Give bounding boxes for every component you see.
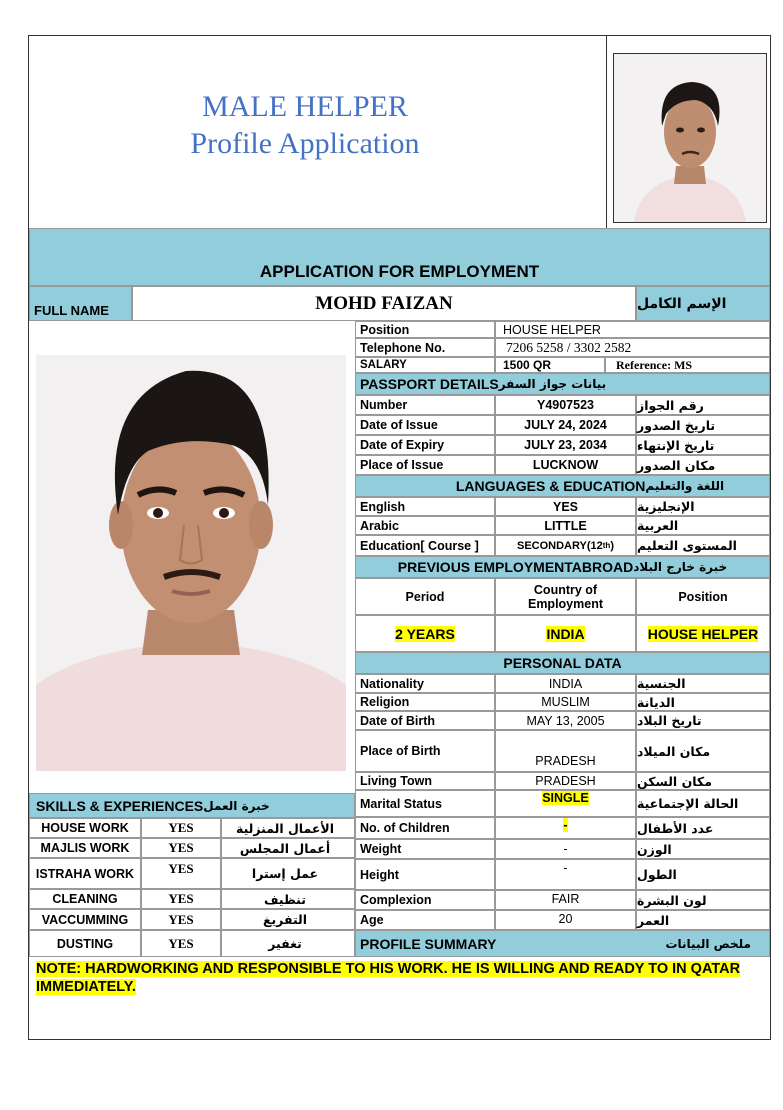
skill-row-label-ar: عمل إسترا: [221, 858, 355, 889]
summary-note: [36, 960, 766, 996]
personal-row-label: Living Town: [355, 772, 495, 790]
personal-row-label: Complexion: [355, 890, 495, 910]
col-period: Period: [355, 578, 495, 615]
language-row-value: YES: [495, 497, 636, 516]
skill-row-value: YES: [141, 930, 221, 957]
summary-note-text: NOTE: HARDWORKING AND RESPONSIBLE TO HIS WORK. HE IS WILLING AND READY TO IN QATAR IMMEDIATELY.: [36, 961, 741, 995]
skill-row-label-ar: الأعمال المنزلية: [221, 818, 355, 838]
passport-row-label: Number: [355, 395, 495, 415]
personal-row-label-ar: عدد الأطفال: [636, 817, 770, 839]
skill-row-label-ar: تغفير: [221, 930, 355, 957]
small-photo: [613, 53, 767, 223]
personal-row-label: Date of Birth: [355, 711, 495, 730]
skill-row-label-ar: تنظيف: [221, 889, 355, 909]
skill-row-label: DUSTING: [29, 930, 141, 957]
skill-row-value: YES: [141, 909, 221, 930]
personal-heading: PERSONAL DATA: [355, 652, 770, 674]
personal-row-label-ar: مكان السكن: [636, 772, 770, 790]
col-country: Country of Employment: [495, 578, 636, 615]
employment-position: HOUSE HELPER: [647, 625, 759, 642]
passport-row-label: Date of Issue: [355, 415, 495, 435]
previous-employment-heading: [355, 556, 770, 578]
language-row-label-ar: المستوى التعليم: [636, 535, 770, 556]
profile-summary-en: PROFILE SUMMARY: [360, 935, 497, 952]
passport-heading-en: PASSPORT DETAILS: [360, 376, 499, 392]
passport-row-label-ar: تاريخ الإنتهاء: [636, 435, 770, 455]
languages-heading-ar: اللغة والتعليم: [645, 479, 725, 493]
full-name-value: MOHD FAIZAN: [132, 286, 636, 321]
personal-row-label-ar: مكان الميلاد: [636, 730, 770, 772]
language-row-label-ar: الإنجليزية: [636, 497, 770, 516]
skills-heading-ar: خبرة العمل: [203, 798, 270, 813]
passport-row-value: JULY 23, 2034: [495, 435, 636, 455]
passport-row-value: LUCKNOW: [495, 455, 636, 475]
previous-employment-heading-ar: خبرة خارج البلاد: [633, 560, 728, 574]
personal-row-value: [495, 817, 636, 839]
language-row-value: SECONDARY(12 th ): [495, 535, 636, 556]
languages-heading-en: LANGUAGES & EDUCATION: [455, 478, 646, 494]
header-title: [30, 88, 580, 162]
passport-row-value: Y4907523: [495, 395, 636, 415]
employment-country: INDIA: [546, 625, 585, 642]
header-divider: [606, 36, 607, 228]
personal-row-label-ar: لون البشرة: [636, 890, 770, 910]
position-value: HOUSE HELPER: [495, 321, 770, 338]
large-photo: [36, 355, 346, 771]
personal-row-label-ar: الجنسية: [636, 674, 770, 693]
passport-heading: [355, 373, 770, 395]
personal-row-value: PRADESH: [495, 730, 636, 772]
personal-row-label: Nationality: [355, 674, 495, 693]
passport-row-label: Place of Issue: [355, 455, 495, 475]
personal-row-value: PRADESH: [495, 772, 636, 790]
salary-label: SALARY: [355, 357, 495, 373]
personal-row-label: Marital Status: [355, 790, 495, 817]
employment-position-cell: [636, 615, 770, 652]
personal-row-value: MUSLIM: [495, 693, 636, 711]
passport-row-label-ar: مكان الصدور: [636, 455, 770, 475]
profile-summary-ar: ملخص البيانات: [665, 936, 751, 951]
language-row-label: English: [355, 497, 495, 516]
passport-row-label-ar: رقم الجواز: [636, 395, 770, 415]
language-row-value: LITTLE: [495, 516, 636, 535]
personal-row-label-ar: تاريخ البلاد: [636, 711, 770, 730]
personal-row-label: No. of Children: [355, 817, 495, 839]
header-title-line2: Profile Application: [190, 127, 420, 160]
passport-row-label: Date of Expiry: [355, 435, 495, 455]
personal-row-value: -: [495, 839, 636, 859]
languages-heading: [355, 475, 770, 497]
personal-row-value: -: [495, 859, 636, 890]
personal-row-label-ar: الوزن: [636, 839, 770, 859]
personal-row-value: FAIR: [495, 890, 636, 910]
personal-row-value: INDIA: [495, 674, 636, 693]
skill-row-label: MAJLIS WORK: [29, 838, 141, 858]
salary-value: 1500 QR: [495, 357, 605, 373]
passport-heading-ar: بيانات جواز السفر: [498, 377, 607, 391]
employment-country-cell: [495, 615, 636, 652]
personal-row-label: Height: [355, 859, 495, 890]
skill-row-label-ar: التفريغ: [221, 909, 355, 930]
personal-row-value-highlight: SINGLE: [542, 791, 589, 805]
skill-row-label: HOUSE WORK: [29, 818, 141, 838]
full-name-label: FULL NAME: [29, 286, 132, 321]
personal-row-label-ar: الديانة: [636, 693, 770, 711]
personal-row-label-ar: الحالة الإجتماعية: [636, 790, 770, 817]
banner-title: APPLICATION FOR EMPLOYMENT: [259, 262, 540, 281]
personal-row-label: Place of Birth: [355, 730, 495, 772]
employment-period-cell: [355, 615, 495, 652]
personal-row-label: Weight: [355, 839, 495, 859]
personal-row-label: Religion: [355, 693, 495, 711]
language-row-label-ar: العربية: [636, 516, 770, 535]
personal-row-value-highlight: -: [563, 818, 568, 832]
personal-row-value: MAY 13, 2005: [495, 711, 636, 730]
skill-row-label: CLEANING: [29, 889, 141, 909]
position-label: Position: [355, 321, 495, 338]
skill-row-value: YES: [141, 838, 221, 858]
personal-row-value: [495, 790, 636, 817]
telephone-value: 7206 5258 / 3302 2582: [495, 338, 770, 357]
previous-employment-heading-en: PREVIOUS EMPLOYMENTABROAD: [397, 559, 634, 575]
telephone-label: Telephone No.: [355, 338, 495, 357]
skill-row-label: VACCUMMING: [29, 909, 141, 930]
skill-row-label-ar: أعمال المجلس: [221, 838, 355, 858]
reference: Reference: MS: [605, 357, 770, 373]
language-row-label: Education[ Course ]: [355, 535, 495, 556]
skill-row-value: YES: [141, 889, 221, 909]
skills-heading-en: SKILLS & EXPERIENCES: [36, 797, 204, 814]
passport-row-value: JULY 24, 2024: [495, 415, 636, 435]
personal-row-label-ar: الطول: [636, 859, 770, 890]
header-title-line1: MALE HELPER: [202, 90, 408, 123]
personal-row-value: 20: [495, 910, 636, 930]
skill-row-value: YES: [141, 818, 221, 838]
full-name-label-ar: الإسم الكامل: [636, 286, 770, 321]
personal-row-label: Age: [355, 910, 495, 930]
passport-row-label-ar: تاريخ الصدور: [636, 415, 770, 435]
skills-heading: [29, 793, 355, 818]
skill-row-value: YES: [141, 858, 221, 889]
profile-summary-heading: [355, 930, 770, 957]
language-row-label: Arabic: [355, 516, 495, 535]
personal-row-label-ar: العمر: [636, 910, 770, 930]
skill-row-label: ISTRAHA WORK: [29, 858, 141, 889]
col-position: Position: [636, 578, 770, 615]
employment-period: 2 YEARS: [395, 625, 455, 642]
